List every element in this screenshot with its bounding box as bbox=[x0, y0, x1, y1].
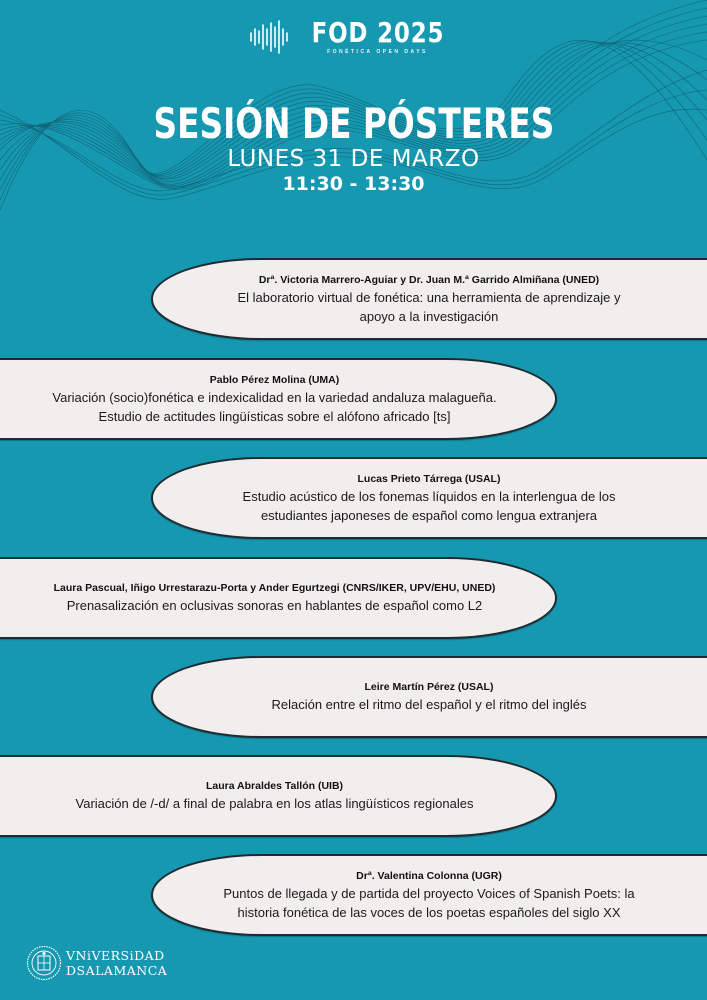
poster-title: apoyo a la investigación bbox=[359, 308, 499, 324]
poster-title: Variación (socio)fonética e indexicalidad en la variedad andaluza malagueña. bbox=[52, 389, 497, 405]
university-name-line2: DSALAMANCA bbox=[66, 963, 168, 978]
poster-card bbox=[0, 358, 557, 440]
poster-author: Laura Pascual, Iñigo Urrestarazu-Porta y Ander Egurtzegi (CNRS/IKER, UPV/EHU, UNED) bbox=[53, 582, 496, 594]
poster-author: Drª. Valentina Colonna (UGR) bbox=[356, 869, 502, 882]
poster-author: Drª. Victoria Marrero-Aguiar y Dr. Juan M.ª Garrido Almiñana (UNED) bbox=[258, 273, 600, 286]
poster-author: Pablo Pérez Molina (UMA) bbox=[209, 373, 340, 386]
poster-title: Puntos de llegada y de partida del proyecto Voices of Spanish Poets: la bbox=[223, 885, 635, 901]
poster-author: Lucas Prieto Tárrega (USAL) bbox=[357, 472, 501, 485]
poster-title: historia fonética de las voces de los poetas españoles del siglo XX bbox=[237, 904, 621, 920]
poster-card bbox=[151, 457, 707, 539]
poster-card bbox=[151, 656, 707, 738]
event-name: FOD 2025 bbox=[311, 16, 444, 49]
session-time: 11:30 - 13:30 bbox=[282, 173, 425, 195]
university-logo bbox=[26, 945, 167, 981]
poster-title: Relación entre el ritmo del español y el ritmo del inglés bbox=[271, 697, 587, 712]
session-title: SESIÓN DE PÓSTERES bbox=[153, 99, 554, 148]
poster-title: Prenasalización en oclusivas sonoras en hablantes de español como L2 bbox=[66, 598, 483, 613]
poster-card bbox=[0, 755, 557, 837]
university-name-line1: VNiVERSiDAD bbox=[66, 948, 165, 963]
soundwave-icon bbox=[249, 19, 291, 55]
poster-title: Estudio de actitudes lingüísticas sobre el alófono africado [ts] bbox=[98, 408, 451, 424]
poster-title: Variación de /-d/ a final de palabra en los atlas lingüísticos regionales bbox=[75, 796, 474, 811]
fod-logo bbox=[0, 18, 707, 55]
poster-card bbox=[151, 854, 707, 936]
poster-title: Estudio acústico de los fonemas líquidos en la interlengua de los bbox=[242, 488, 616, 504]
poster-author: Laura Abraldes Tallón (UIB) bbox=[205, 780, 344, 792]
poster-author: Leire Martín Pérez (USAL) bbox=[364, 681, 494, 693]
poster-title: El laboratorio virtual de fonética: una herramienta de aprendizaje y bbox=[237, 289, 621, 305]
poster-card bbox=[0, 557, 557, 639]
poster-title: estudiantes japoneses de español como lengua extranjera bbox=[260, 507, 598, 523]
session-date: LUNES 31 DE MARZO bbox=[227, 146, 480, 172]
session-heading bbox=[0, 100, 707, 196]
poster-card bbox=[151, 258, 707, 340]
event-subtitle: FONÉTICA OPEN DAYS bbox=[327, 49, 428, 55]
university-seal-icon bbox=[26, 945, 62, 981]
